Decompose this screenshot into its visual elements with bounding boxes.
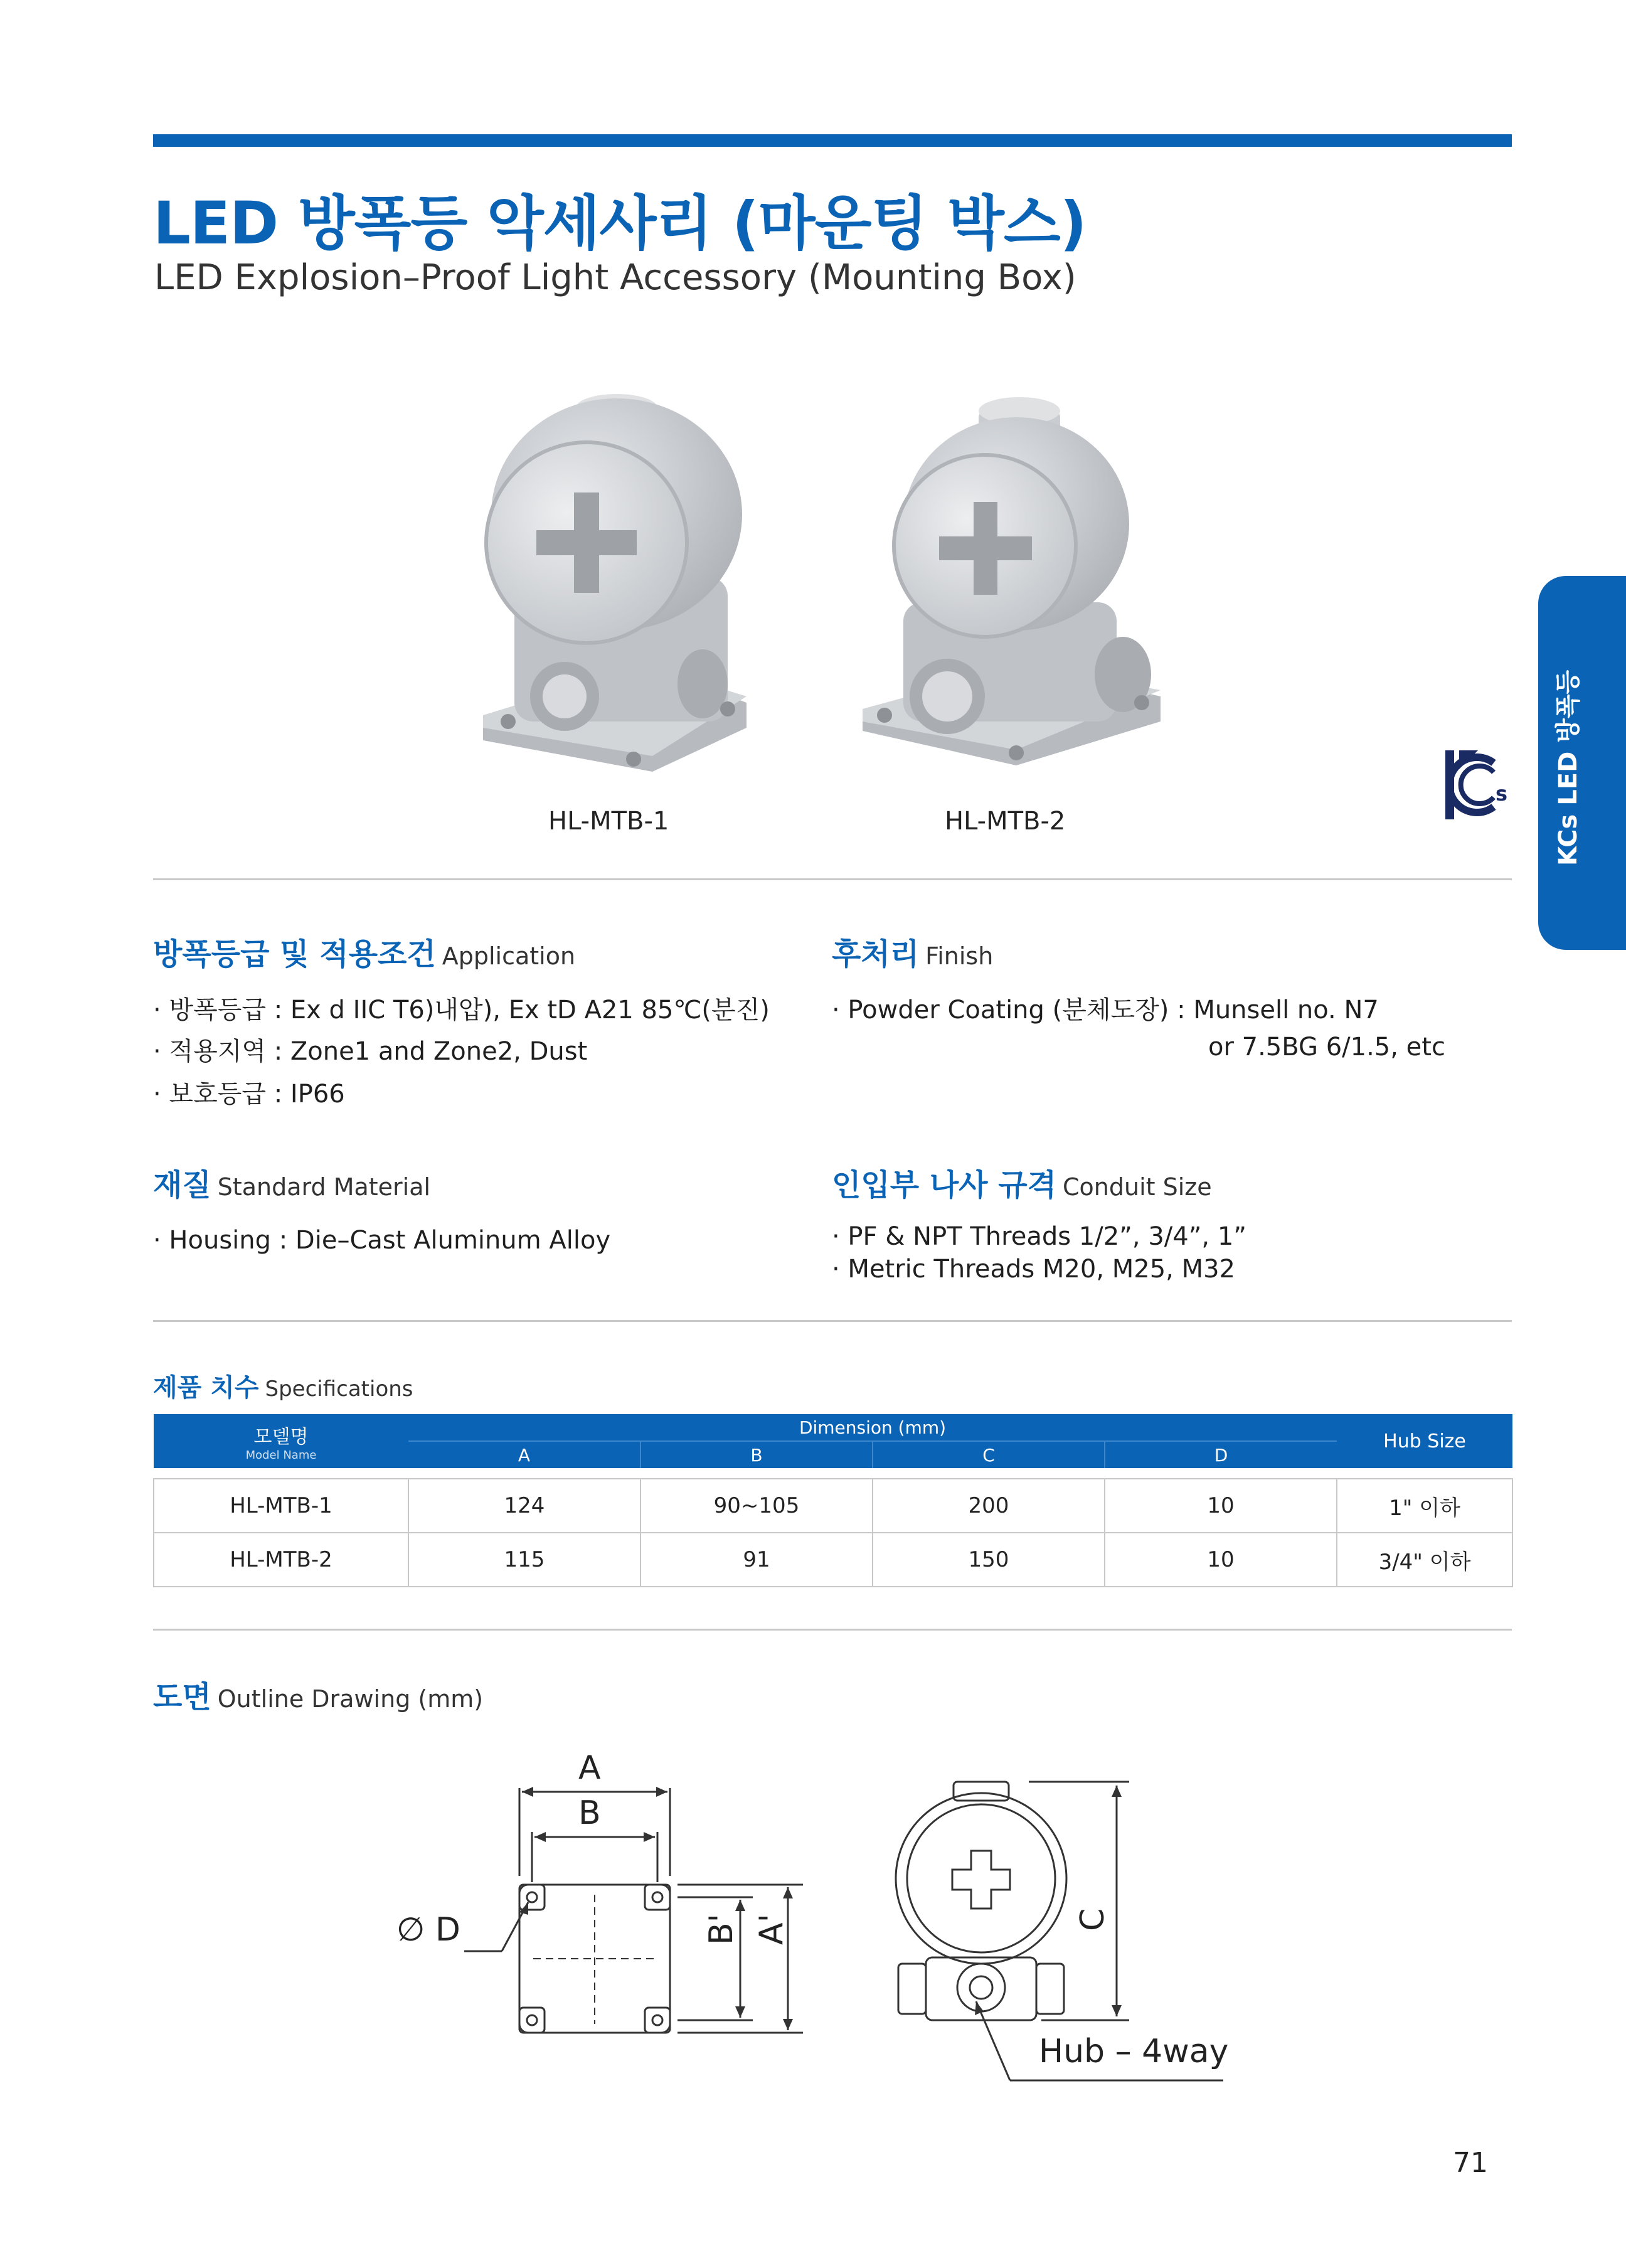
col-header-d: D	[1105, 1441, 1337, 1468]
material-title-ko: 재질	[153, 1168, 211, 1203]
specs-title-ko: 제품 치수	[153, 1373, 259, 1402]
page-number: 71	[1453, 2147, 1488, 2179]
model-header-en: Model Name	[245, 1448, 317, 1462]
model-header-ko: 모델명	[253, 1425, 309, 1448]
col-header-b: B	[640, 1441, 873, 1468]
material-title-en: Standard Material	[217, 1173, 431, 1201]
drawing-title-en: Outline Drawing (mm)	[217, 1685, 484, 1713]
dim-label-c: C	[1074, 1908, 1112, 1931]
svg-text:s: s	[1496, 782, 1508, 806]
cell-b: 90~105	[640, 1479, 873, 1533]
conduit-title-ko: 인입부 나사 규격	[832, 1168, 1056, 1203]
cell-hub: 1" 이하	[1337, 1479, 1512, 1533]
dim-label-b-prime: B'	[703, 1914, 740, 1945]
cell-b: 91	[640, 1533, 873, 1587]
dim-label-a: A	[578, 1749, 601, 1787]
cell-c: 150	[873, 1533, 1105, 1587]
specs-title-en: Specifications	[265, 1376, 413, 1402]
page-subtitle: LED Explosion–Proof Light Accessory (Mounting Box)	[154, 257, 1076, 298]
application-title-ko: 방폭등급 및 적용조건	[153, 937, 436, 972]
conduit-title-en: Conduit Size	[1063, 1173, 1212, 1201]
cell-model: HL-MTB-1	[154, 1479, 408, 1533]
conduit-item: · Metric Threads M20, M25, M32	[832, 1255, 1236, 1284]
side-tab-label: KCs LED 방폭등	[1554, 669, 1583, 866]
application-item: · 방폭등급 : Ex d IIC T6)내압), Ex tD A21 85℃(분진)	[153, 996, 770, 1025]
conduit-item: · PF & NPT Threads 1/2”, 3/4”, 1”	[832, 1222, 1247, 1251]
cell-c: 200	[873, 1479, 1105, 1533]
col-header-c: C	[873, 1441, 1105, 1468]
finish-title-ko: 후처리	[832, 937, 920, 972]
drawing-title-ko: 도면	[153, 1680, 211, 1715]
dim-label-a-prime: A'	[753, 1914, 790, 1945]
application-item: · 보호등급 : IP66	[153, 1080, 345, 1109]
dim-label-b: B	[578, 1794, 601, 1832]
cell-d: 10	[1105, 1533, 1337, 1587]
product-caption-1: HL-MTB-1	[548, 807, 669, 836]
hub-header: Hub Size	[1337, 1414, 1512, 1468]
page-title: LED 방폭등 악세사리 (마운팅 박스)	[153, 189, 1087, 258]
cell-hub: 3/4" 이하	[1337, 1533, 1512, 1587]
cell-d: 10	[1105, 1479, 1337, 1533]
application-title-en: Application	[442, 942, 576, 970]
product-caption-2: HL-MTB-2	[945, 807, 1066, 836]
dim-label-hub: Hub – 4way	[1039, 2033, 1229, 2070]
material-item: · Housing : Die–Cast Aluminum Alloy	[153, 1226, 611, 1255]
cell-a: 115	[408, 1533, 640, 1587]
application-item: · 적용지역 : Zone1 and Zone2, Dust	[153, 1037, 588, 1066]
finish-title-en: Finish	[925, 942, 994, 970]
finish-item-cont: or 7.5BG 6/1.5, etc	[1208, 1033, 1445, 1062]
cell-a: 124	[408, 1479, 640, 1533]
dimension-header: Dimension (mm)	[408, 1414, 1337, 1441]
cell-model: HL-MTB-2	[154, 1533, 408, 1587]
col-header-a: A	[408, 1441, 640, 1468]
finish-item: · Powder Coating (분체도장) : Munsell no. N7	[832, 996, 1379, 1025]
dim-label-phi-d: ∅ D	[396, 1911, 460, 1949]
